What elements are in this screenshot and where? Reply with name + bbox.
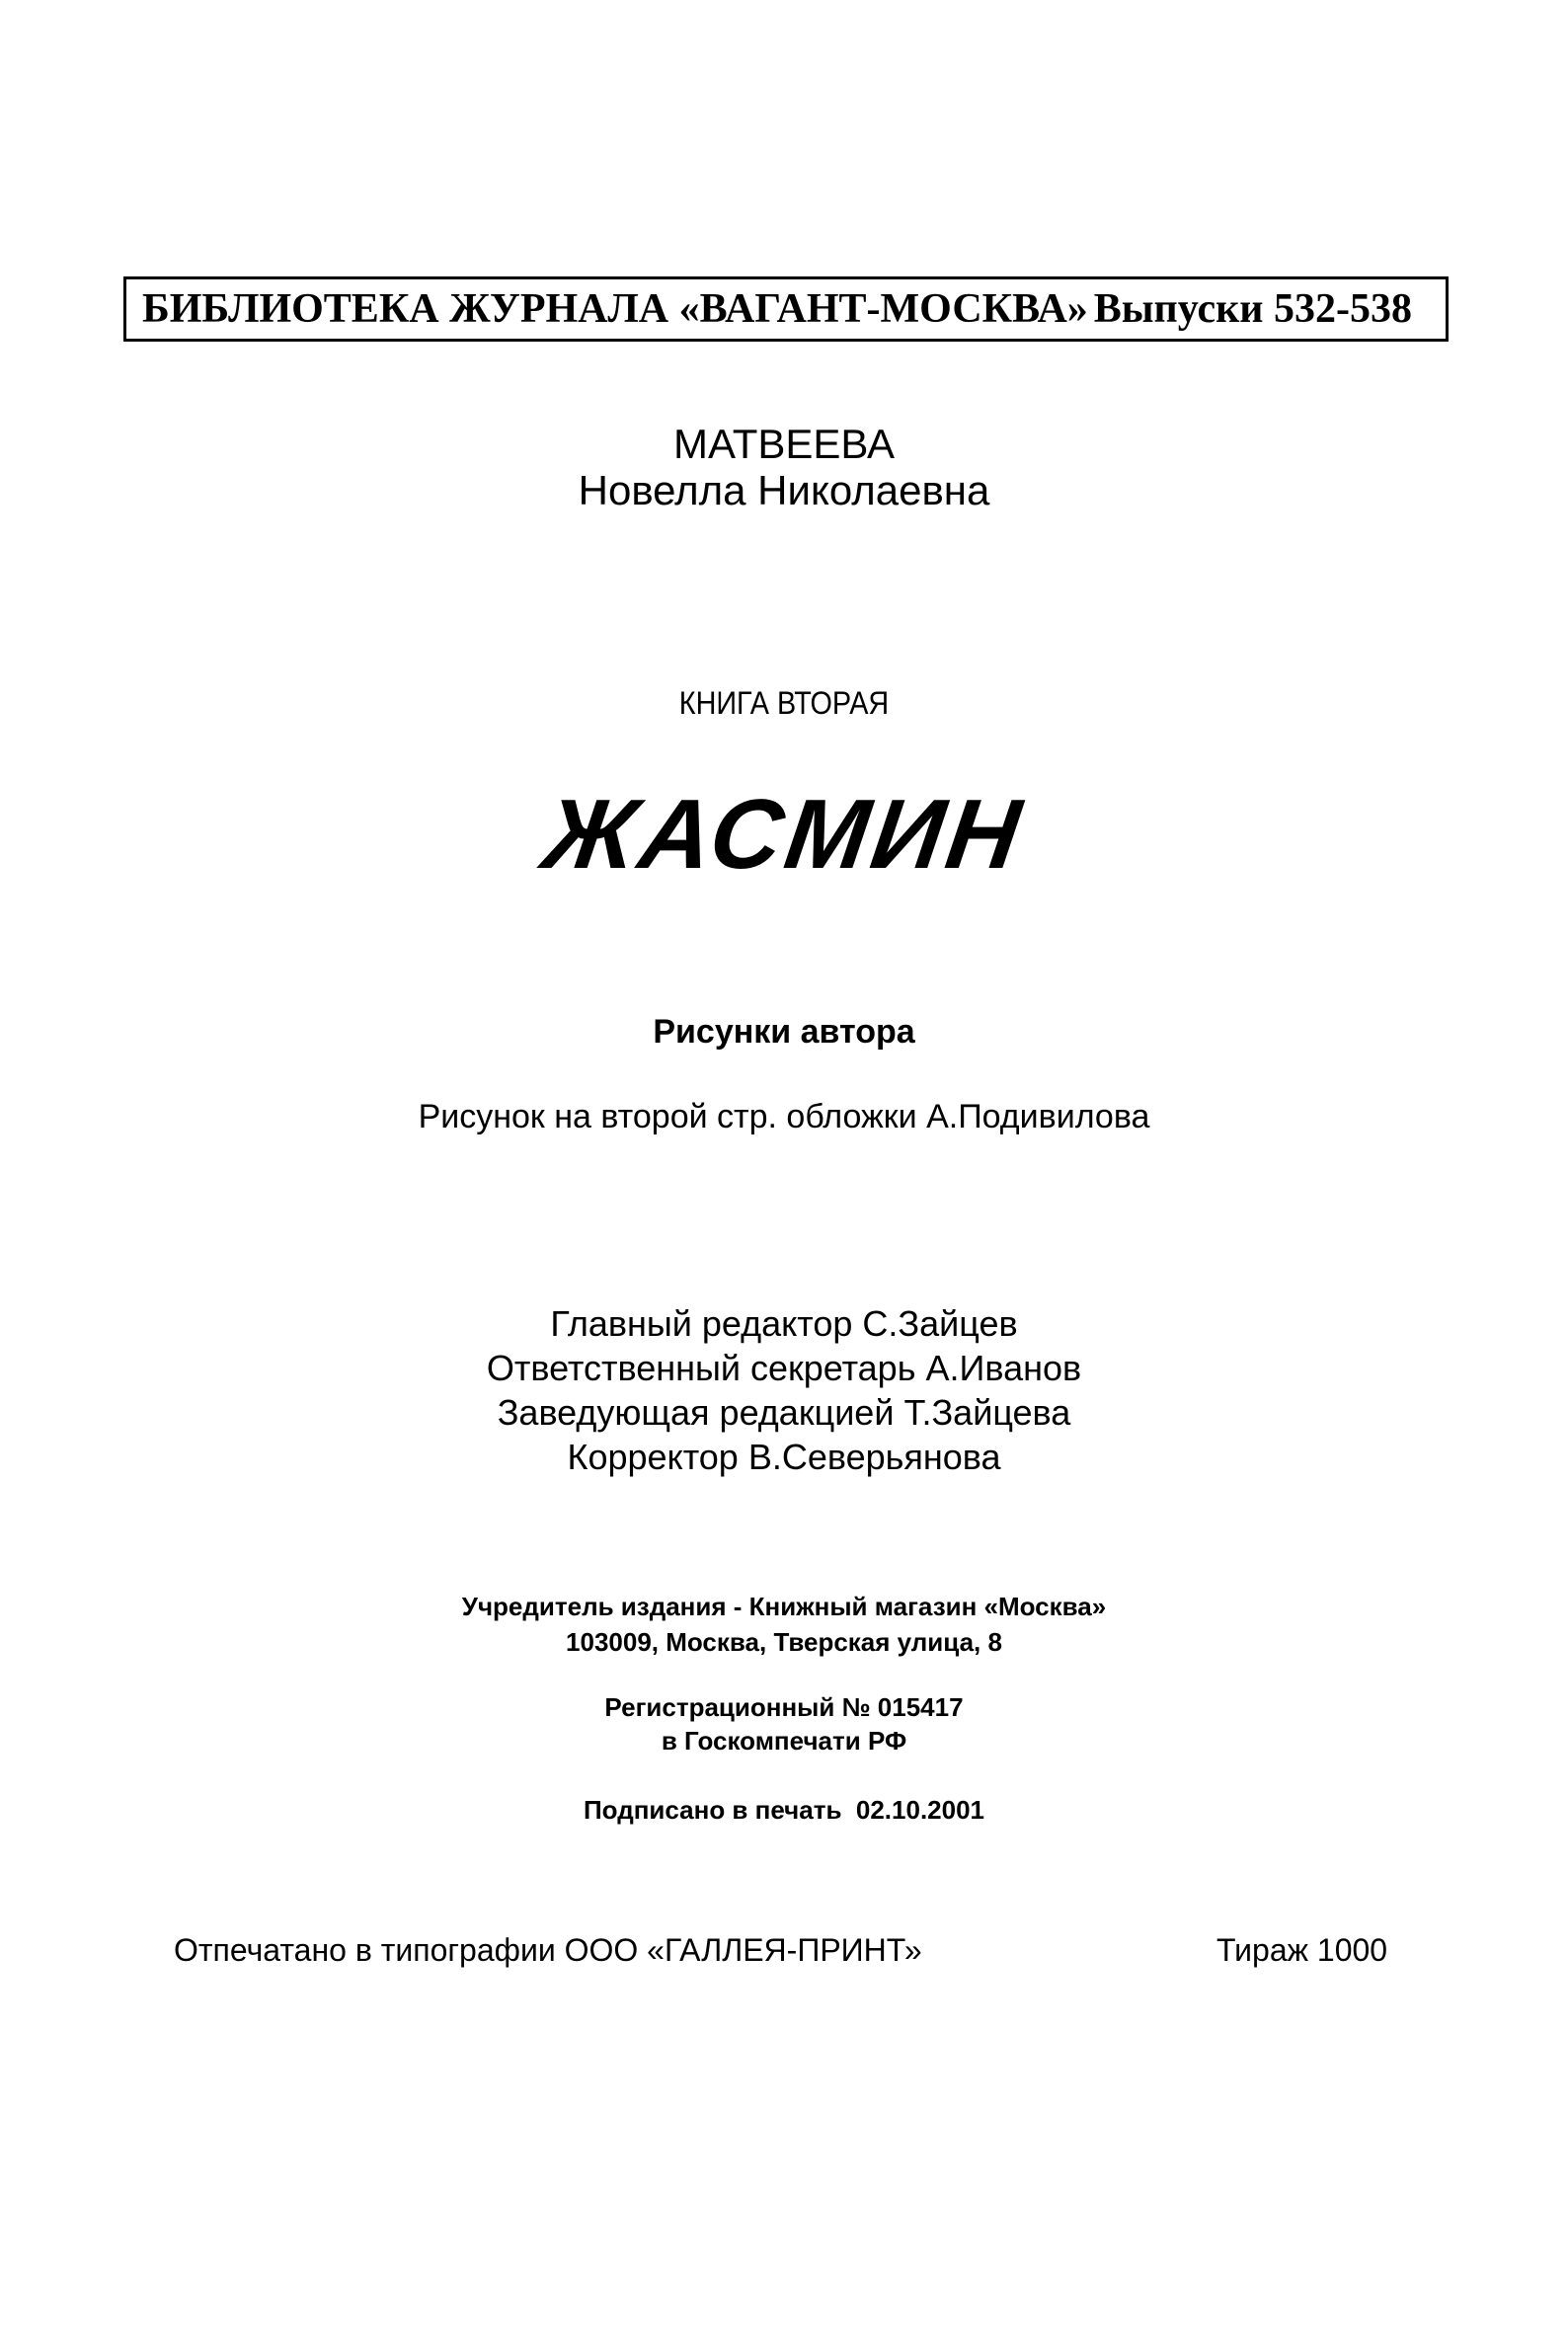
book-number-label: КНИГА ВТОРАЯ (678, 685, 890, 721)
staff-line-chief-editor: Главный редактор С.Зайцев (550, 1303, 1018, 1344)
staff-line-managing-editor: Заведующая редакцией Т.Зайцева (497, 1392, 1071, 1433)
editorial-staff (0, 1301, 1568, 1479)
illustrations-credit: Рисунки автора (653, 1013, 915, 1051)
signed-to-print-date: Подписано в печать 02.10.2001 (583, 1795, 985, 1825)
printing-house: Отпечатано в типографии ООО «ГАЛЛЕЯ-ПРИНТ» (174, 1932, 922, 1968)
staff-line-secretary: Ответственный секретарь А.Иванов (486, 1348, 1082, 1388)
book-title: ЖАСМИН (537, 779, 1031, 890)
cover-illustration-credit: Рисунок на второй стр. обложки А.Подивилова (418, 1098, 1150, 1135)
staff-line-proofreader: Корректор В.Северьянова (567, 1437, 1001, 1477)
publisher-founder: Учредитель издания - Книжный магазин «Москва» (461, 1592, 1107, 1621)
author-name: Новелла Николаевна (578, 467, 990, 513)
publisher-address: 103009, Москва, Тверская улица, 8 (566, 1627, 1002, 1657)
author-surname: МАТВЕЕВА (672, 421, 896, 467)
series-header-box (123, 276, 1449, 342)
registration-number: Регистрационный № 015417 (604, 1692, 964, 1722)
series-title: БИБЛИОТЕКА ЖУРНАЛА «ВАГАНТ-МОСКВА» (142, 286, 1088, 332)
print-run: Тираж 1000 (1216, 1932, 1388, 1968)
registration-authority: в Госкомпечати РФ (661, 1726, 907, 1756)
series-issues: Выпуски 532-538 (1093, 286, 1412, 332)
